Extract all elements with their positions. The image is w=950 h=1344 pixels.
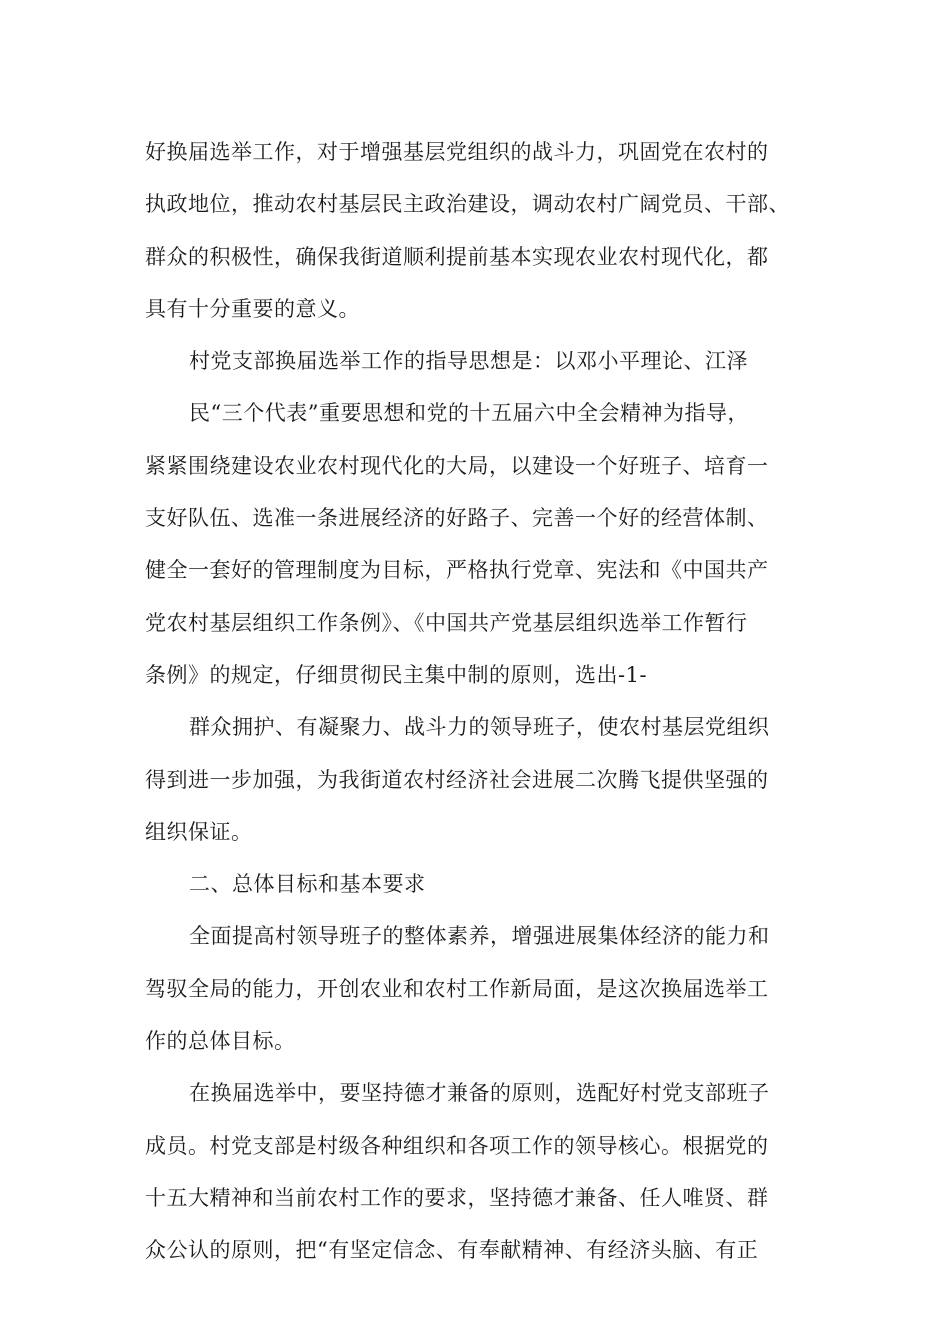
text-line: 成员。村党支部是村级各种组织和各项工作的领导核心。根据党的: [145, 1133, 769, 1158]
text-line: 好换届选举工作，对于增强基层党组织的战斗力，巩固党在农村的: [145, 140, 769, 164]
text-line: 在换届选举中，要坚持德才兼备的原则，选配好村党支部班子: [189, 1081, 770, 1106]
body-text: [145, 132, 807, 1283]
text-line: 驾驭全局的能力，开创农业和农村工作新局面，是这次换届选举工: [145, 976, 769, 1001]
text-line: 党农村基层组织工作条例》、《中国共产党基层组织选举工作暂行: [145, 610, 748, 635]
text-line: 二、总体目标和基本要求: [189, 872, 426, 897]
text-line: 紧紧围绕建设农业农村现代化的大局，以建设一个好班子、培育一: [145, 453, 769, 478]
text-line: 民“三个代表”重要思想和党的十五届六中全会精神为指导，: [189, 401, 749, 426]
text-line: 得到进一步加强，为我街道农村经济社会进展二次腾飞提供坚强的: [145, 767, 769, 792]
text-line: 执政地位，推动农村基层民主政治建设，调动农村广阔党员、干部、: [145, 192, 790, 217]
text-line: 群众的积极性，确保我街道顺利提前基本实现农业农村现代化，都: [145, 244, 769, 269]
text-line: 作的总体目标。: [145, 1029, 296, 1054]
text-line: 条例》的规定，仔细贯彻民主集中制的原则，选出-1-: [145, 662, 648, 687]
text-line: 具有十分重要的意义。: [145, 296, 360, 321]
text-line: 群众拥护、有凝聚力、战斗力的领导班子，使农村基层党组织: [189, 715, 770, 740]
text-line: 众公认的原则，把“有坚定信念、有奉献精神、有经济头脑、有正: [145, 1238, 759, 1263]
text-line: 支好队伍、选准一条进展经济的好路子、完善一个好的经营体制、: [145, 506, 769, 531]
text-line: 组织保证。: [145, 819, 253, 844]
text-line: 全面提高村领导班子的整体素养，增强进展集体经济的能力和: [189, 924, 770, 949]
text-line: 十五大精神和当前农村工作的要求，坚持德才兼备、任人唯贤、群: [145, 1185, 769, 1210]
text-line: 健全一套好的管理制度为目标，严格执行党章、宪法和《中国共产: [145, 558, 769, 583]
text-line: 村党支部换届选举工作的指导思想是：以邓小平理论、江泽: [189, 349, 748, 374]
